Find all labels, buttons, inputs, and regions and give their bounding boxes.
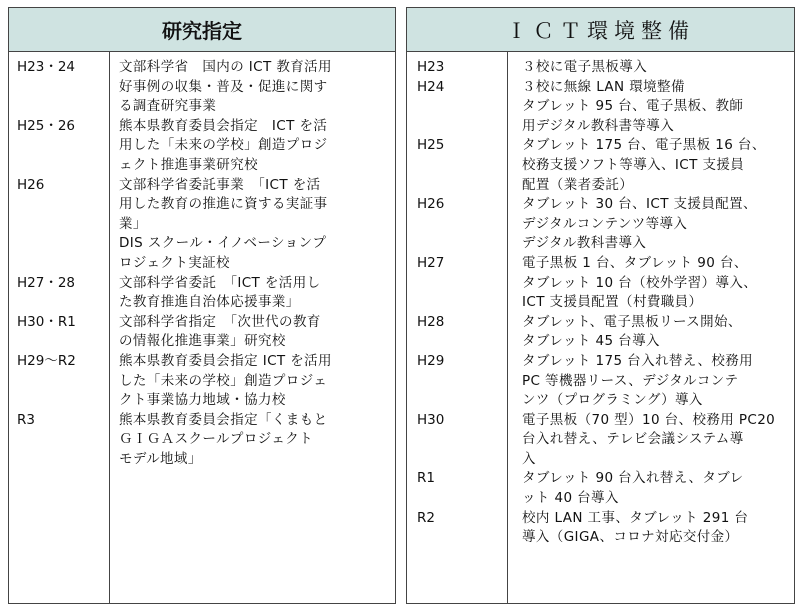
year-cell: H29 <box>417 352 445 369</box>
description-cell <box>508 58 790 78</box>
ict-environment-table <box>406 7 795 604</box>
year-cell: H30 <box>417 411 445 428</box>
description-line: ット 40 台導入 <box>522 490 619 507</box>
research-designation-table <box>8 7 396 604</box>
table-row <box>407 509 794 548</box>
table-row <box>407 469 794 508</box>
description-line: タブレット 175 台、電子黒板 16 台、 <box>522 137 766 154</box>
description-line: 入 <box>522 450 536 467</box>
description-line: PC 等機器リース、デジタルコンテ <box>522 372 739 389</box>
year-cell: H25 <box>417 137 445 154</box>
description-line: 台入れ替え、テレビ会議システム導 <box>522 431 744 448</box>
description-cell <box>508 78 790 137</box>
description-line: 文部科学省委託事業 「ICT を活 <box>119 176 321 193</box>
description-cell <box>508 509 790 548</box>
table-row <box>407 254 794 313</box>
description-line: ３校に無線 LAN 環境整備 <box>522 78 685 95</box>
table-header <box>9 8 395 52</box>
description-line: 用デジタル教科書等導入 <box>522 117 675 134</box>
year-cell: H27・28 <box>17 274 76 291</box>
description-line: タブレット 90 台入れ替え、タブレ <box>522 470 744 487</box>
year-cell: H26 <box>17 176 45 193</box>
table-row <box>407 352 794 411</box>
year-cell: H26 <box>417 196 445 213</box>
description-cell <box>508 469 790 508</box>
description-line: 配置（業者委託） <box>522 176 634 193</box>
description-line: 文部科学省委託 「ICT を活用し <box>119 274 321 291</box>
description-line: る調査研究事業 <box>119 98 217 115</box>
table-rows <box>407 58 794 548</box>
year-cell: R3 <box>17 411 35 428</box>
table-row <box>9 411 395 470</box>
description-line: モデル地域」 <box>119 450 202 467</box>
description-line: ロジェクト実証校 <box>119 254 230 271</box>
table-rows <box>9 58 395 469</box>
description-cell <box>508 254 790 313</box>
description-line: タブレット 45 台導入 <box>522 333 660 350</box>
description-cell <box>508 411 790 470</box>
table-row <box>407 195 794 254</box>
year-cell: H23・24 <box>17 59 76 75</box>
description-line: 電子黒板 1 台、タブレット 90 台、 <box>522 254 748 271</box>
year-cell: H24 <box>417 78 445 95</box>
description-line: した「未来の学校」創造プロジェ <box>119 372 328 389</box>
description-line: タブレット 175 台入れ替え、校務用 <box>522 352 754 369</box>
table-body <box>407 52 794 603</box>
description-cell <box>110 117 386 176</box>
table-row <box>9 176 395 274</box>
description-cell <box>508 352 790 411</box>
description-line: 熊本県教育委員会指定 ICT を活 <box>119 117 328 134</box>
description-line: ３校に電子黒板導入 <box>522 59 648 75</box>
table-body <box>9 52 395 603</box>
description-line: 業」 <box>119 215 147 232</box>
table-row <box>9 117 395 176</box>
description-line: 用した教育の推進に資する実証事 <box>119 196 328 213</box>
description-line: 電子黒板（70 型）10 台、校務用 PC20 <box>522 411 776 428</box>
description-cell <box>508 195 790 254</box>
year-cell: H27 <box>417 254 445 271</box>
description-line: 好事例の収集・普及・促進に関す <box>119 78 328 95</box>
table-row <box>407 136 794 195</box>
description-line: ンツ（プログラミング）導入 <box>522 392 703 409</box>
description-line: DIS スクール・イノベーションプ <box>119 235 327 252</box>
table-title: 研究指定 <box>162 19 242 43</box>
description-line: タブレット 30 台、ICT 支援員配置、 <box>522 196 757 213</box>
description-line: 用した「未来の学校」創造プロジ <box>119 137 328 154</box>
description-cell <box>508 313 790 352</box>
description-cell <box>110 313 386 352</box>
description-line: ICT 支援員配置（村費職員） <box>522 294 703 311</box>
description-cell <box>110 352 386 411</box>
description-cell <box>110 58 386 117</box>
description-line: 熊本県教育委員会指定 ICT を活用 <box>119 352 332 369</box>
table-title: ＩＣＴ環境整備 <box>506 18 695 43</box>
description-line: ＧＩＧＡスクールプロジェクト <box>119 431 314 448</box>
description-line: ェクト推進事業研究校 <box>119 156 258 173</box>
description-line: 文部科学省 国内の ICT 教育活用 <box>119 59 332 75</box>
description-line: の情報化推進事業」研究校 <box>119 333 286 350</box>
table-row <box>407 78 794 137</box>
description-cell <box>508 136 790 195</box>
description-line: タブレット 95 台、電子黒板、教師 <box>522 98 744 115</box>
table-header <box>407 8 794 52</box>
year-cell: H23 <box>417 59 445 75</box>
table-row <box>9 313 395 352</box>
description-line: 校内 LAN 工事、タブレット 291 台 <box>522 509 749 526</box>
description-line: タブレット、電子黒板リース開始、 <box>522 313 742 330</box>
description-line: 校務支援ソフト等導入、ICT 支援員 <box>522 156 745 173</box>
year-cell: R2 <box>417 509 435 526</box>
year-cell: R1 <box>417 470 435 487</box>
description-line: タブレット 10 台（校外学習）導入、 <box>522 274 758 291</box>
table-row <box>407 313 794 352</box>
description-line: 文部科学省指定 「次世代の教育 <box>119 313 321 330</box>
description-line: デジタル教科書導入 <box>522 235 647 252</box>
description-line: 熊本県教育委員会指定「くまもと <box>119 411 328 428</box>
description-line: 導入（GIGA、コロナ対応交付金） <box>522 529 739 546</box>
description-cell <box>110 411 386 470</box>
table-row <box>407 58 794 78</box>
description-line: デジタルコンテンツ等導入 <box>522 215 688 232</box>
table-row <box>9 58 395 117</box>
year-cell: H30・R1 <box>17 313 76 330</box>
table-row <box>9 352 395 411</box>
description-line: た教育推進自治体応援事業」 <box>119 294 300 311</box>
table-row <box>407 411 794 470</box>
description-cell <box>110 274 386 313</box>
description-line: クト事業協力地域・協力校 <box>119 392 286 409</box>
table-row <box>9 274 395 313</box>
year-cell: H25・26 <box>17 117 76 134</box>
year-cell: H29～R2 <box>17 352 76 369</box>
year-cell: H28 <box>417 313 445 330</box>
description-cell <box>110 176 386 274</box>
